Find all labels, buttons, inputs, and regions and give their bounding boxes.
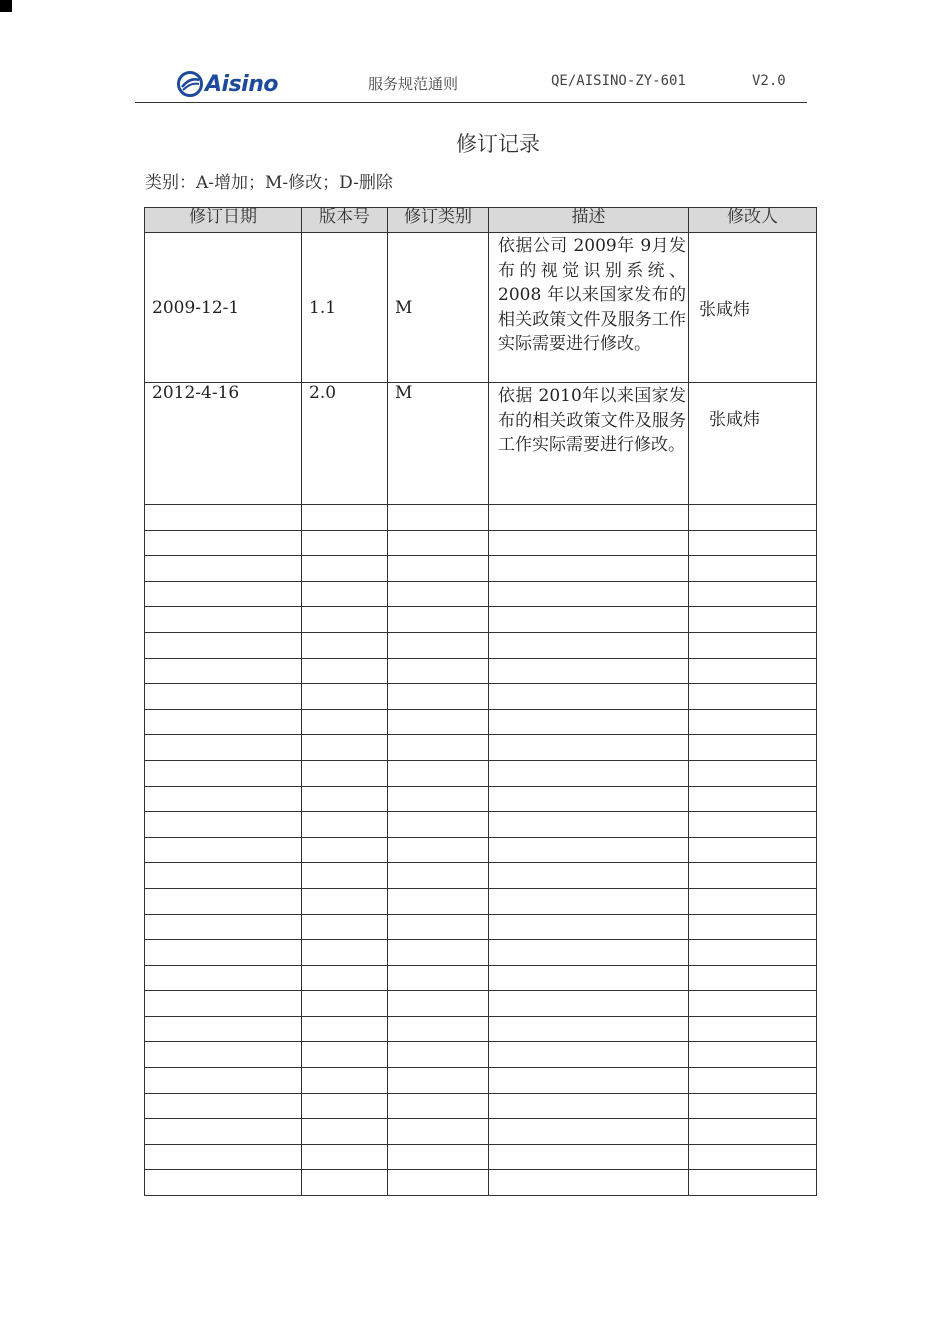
empty-cell xyxy=(302,786,388,812)
empty-cell xyxy=(689,607,817,633)
cell-type: M xyxy=(388,233,489,383)
empty-cell xyxy=(689,940,817,966)
empty-cell xyxy=(689,1042,817,1068)
empty-table-row xyxy=(145,1093,817,1119)
empty-cell xyxy=(489,684,689,710)
empty-table-row xyxy=(145,863,817,889)
category-note: 类别：A-增加；M-修改；D-删除 xyxy=(145,173,393,193)
empty-cell xyxy=(302,505,388,531)
empty-cell xyxy=(689,760,817,786)
empty-cell xyxy=(388,837,489,863)
table-row xyxy=(145,233,817,383)
empty-cell xyxy=(302,812,388,838)
empty-cell xyxy=(388,1093,489,1119)
empty-cell xyxy=(489,914,689,940)
empty-cell xyxy=(388,632,489,658)
empty-table-row xyxy=(145,837,817,863)
empty-cell xyxy=(689,914,817,940)
empty-cell xyxy=(489,991,689,1017)
empty-cell xyxy=(302,760,388,786)
page-header xyxy=(135,62,807,103)
empty-cell xyxy=(145,581,302,607)
empty-table-row xyxy=(145,684,817,710)
empty-cell xyxy=(388,812,489,838)
empty-cell xyxy=(489,837,689,863)
empty-cell xyxy=(388,530,489,556)
empty-cell xyxy=(145,658,302,684)
table-header-row xyxy=(145,208,817,233)
empty-cell xyxy=(145,1144,302,1170)
empty-cell xyxy=(145,556,302,582)
empty-cell xyxy=(145,735,302,761)
empty-cell xyxy=(302,735,388,761)
empty-cell xyxy=(489,709,689,735)
empty-table-row xyxy=(145,505,817,531)
empty-cell xyxy=(302,965,388,991)
empty-cell xyxy=(489,1016,689,1042)
empty-cell xyxy=(145,760,302,786)
empty-cell xyxy=(388,1119,489,1145)
empty-cell xyxy=(302,709,388,735)
empty-cell xyxy=(145,812,302,838)
empty-cell xyxy=(388,735,489,761)
empty-cell xyxy=(302,607,388,633)
empty-cell xyxy=(145,607,302,633)
logo-text: Aisino xyxy=(205,71,278,97)
empty-cell xyxy=(689,530,817,556)
page-title: 修订记录 xyxy=(456,132,540,156)
empty-cell xyxy=(388,1016,489,1042)
empty-table-row xyxy=(145,709,817,735)
empty-cell xyxy=(489,632,689,658)
column-header-author: 修改人 xyxy=(689,208,817,233)
cell-description: 依据公司 2009年 9月发布的视觉识别系统、2008 年以来国家发布的相关政策文件及服务工作实际需要进行修改。 xyxy=(489,233,689,383)
cell-description: 依据 2010年以来国家发布的相关政策文件及服务工作实际需要进行修改。 xyxy=(489,383,689,505)
empty-cell xyxy=(388,863,489,889)
empty-cell xyxy=(302,581,388,607)
empty-cell xyxy=(689,786,817,812)
empty-cell xyxy=(145,530,302,556)
empty-cell xyxy=(302,1068,388,1094)
empty-cell xyxy=(689,1170,817,1196)
empty-table-row xyxy=(145,760,817,786)
empty-cell xyxy=(145,786,302,812)
empty-cell xyxy=(388,940,489,966)
empty-cell xyxy=(489,530,689,556)
empty-cell xyxy=(145,1170,302,1196)
empty-table-row xyxy=(145,965,817,991)
empty-table-row xyxy=(145,1042,817,1068)
empty-cell xyxy=(689,556,817,582)
empty-cell xyxy=(302,940,388,966)
empty-cell xyxy=(145,863,302,889)
empty-cell xyxy=(489,607,689,633)
empty-table-row xyxy=(145,786,817,812)
empty-cell xyxy=(388,786,489,812)
empty-table-row xyxy=(145,1144,817,1170)
empty-cell xyxy=(388,581,489,607)
empty-cell xyxy=(689,812,817,838)
empty-cell xyxy=(388,1170,489,1196)
empty-cell xyxy=(145,632,302,658)
empty-cell xyxy=(489,940,689,966)
empty-cell xyxy=(689,709,817,735)
aisino-logo-icon xyxy=(177,71,203,97)
empty-cell xyxy=(689,632,817,658)
empty-cell xyxy=(302,1144,388,1170)
empty-table-row xyxy=(145,940,817,966)
column-header-type: 修订类别 xyxy=(388,208,489,233)
empty-cell xyxy=(689,837,817,863)
empty-cell xyxy=(689,1068,817,1094)
empty-table-row xyxy=(145,1170,817,1196)
column-header-version: 版本号 xyxy=(302,208,388,233)
empty-cell xyxy=(388,658,489,684)
empty-table-row xyxy=(145,888,817,914)
empty-cell xyxy=(489,863,689,889)
empty-cell xyxy=(302,1170,388,1196)
empty-table-row xyxy=(145,1016,817,1042)
empty-cell xyxy=(302,1093,388,1119)
doc-code: QE/AISINO-ZY-601 xyxy=(551,73,686,89)
empty-cell xyxy=(689,581,817,607)
empty-cell xyxy=(689,505,817,531)
empty-cell xyxy=(388,991,489,1017)
empty-cell xyxy=(145,709,302,735)
empty-cell xyxy=(489,1144,689,1170)
empty-cell xyxy=(145,991,302,1017)
empty-cell xyxy=(145,1042,302,1068)
empty-cell xyxy=(689,1016,817,1042)
empty-cell xyxy=(388,888,489,914)
empty-cell xyxy=(689,965,817,991)
cell-date: 2009-12-1 xyxy=(145,233,302,383)
empty-cell xyxy=(302,863,388,889)
empty-cell xyxy=(388,505,489,531)
empty-cell xyxy=(302,991,388,1017)
empty-cell xyxy=(388,1042,489,1068)
empty-cell xyxy=(489,735,689,761)
cell-version: 2.0 xyxy=(302,383,388,505)
empty-cell xyxy=(388,965,489,991)
empty-cell xyxy=(145,914,302,940)
empty-cell xyxy=(302,837,388,863)
empty-cell xyxy=(489,581,689,607)
empty-table-row xyxy=(145,914,817,940)
empty-cell xyxy=(145,505,302,531)
column-header-description: 描述 xyxy=(489,208,689,233)
cell-type: M xyxy=(388,383,489,505)
empty-cell xyxy=(388,1068,489,1094)
aisino-logo xyxy=(177,70,278,98)
empty-cell xyxy=(302,1016,388,1042)
empty-cell xyxy=(145,1068,302,1094)
empty-table-row xyxy=(145,530,817,556)
empty-cell xyxy=(489,786,689,812)
empty-cell xyxy=(302,914,388,940)
empty-table-row xyxy=(145,658,817,684)
table-row xyxy=(145,383,817,505)
empty-cell xyxy=(689,1093,817,1119)
empty-table-row xyxy=(145,1119,817,1145)
doc-version: V2.0 xyxy=(752,73,786,89)
empty-cell xyxy=(489,1042,689,1068)
empty-cell xyxy=(302,888,388,914)
empty-cell xyxy=(489,760,689,786)
cell-version: 1.1 xyxy=(302,233,388,383)
corner-mark xyxy=(0,0,12,12)
empty-cell xyxy=(302,1119,388,1145)
empty-cell xyxy=(145,940,302,966)
empty-cell xyxy=(145,965,302,991)
empty-cell xyxy=(489,965,689,991)
empty-table-row xyxy=(145,991,817,1017)
empty-cell xyxy=(489,505,689,531)
empty-cell xyxy=(388,914,489,940)
empty-cell xyxy=(489,1119,689,1145)
empty-cell xyxy=(489,1170,689,1196)
empty-table-row xyxy=(145,1068,817,1094)
empty-cell xyxy=(388,709,489,735)
empty-table-row xyxy=(145,632,817,658)
empty-cell xyxy=(689,991,817,1017)
empty-cell xyxy=(145,837,302,863)
cell-author: 张咸炜 xyxy=(689,233,817,383)
empty-table-row xyxy=(145,812,817,838)
empty-table-row xyxy=(145,735,817,761)
empty-cell xyxy=(489,812,689,838)
empty-cell xyxy=(302,1042,388,1068)
empty-cell xyxy=(489,1068,689,1094)
empty-cell xyxy=(689,1144,817,1170)
empty-cell xyxy=(145,1119,302,1145)
empty-cell xyxy=(388,607,489,633)
empty-cell xyxy=(302,684,388,710)
revision-table xyxy=(144,207,817,1196)
doc-title: 服务规范通则 xyxy=(368,75,459,93)
empty-cell xyxy=(302,556,388,582)
empty-cell xyxy=(689,888,817,914)
empty-cell xyxy=(388,760,489,786)
empty-cell xyxy=(145,684,302,710)
empty-table-row xyxy=(145,556,817,582)
empty-table-row xyxy=(145,607,817,633)
column-header-date: 修订日期 xyxy=(145,208,302,233)
empty-cell xyxy=(489,1093,689,1119)
empty-cell xyxy=(689,1119,817,1145)
empty-cell xyxy=(145,1016,302,1042)
empty-cell xyxy=(489,658,689,684)
empty-cell xyxy=(489,888,689,914)
empty-cell xyxy=(388,684,489,710)
empty-cell xyxy=(302,658,388,684)
empty-cell xyxy=(388,1144,489,1170)
empty-cell xyxy=(388,556,489,582)
empty-cell xyxy=(145,1093,302,1119)
empty-cell xyxy=(689,735,817,761)
cell-date: 2012-4-16 xyxy=(145,383,302,505)
empty-cell xyxy=(145,888,302,914)
empty-cell xyxy=(302,632,388,658)
empty-cell xyxy=(689,863,817,889)
empty-cell xyxy=(489,556,689,582)
empty-cell xyxy=(302,530,388,556)
empty-cell xyxy=(689,658,817,684)
empty-cell xyxy=(689,684,817,710)
empty-table-row xyxy=(145,581,817,607)
cell-author: 张咸炜 xyxy=(689,383,817,505)
